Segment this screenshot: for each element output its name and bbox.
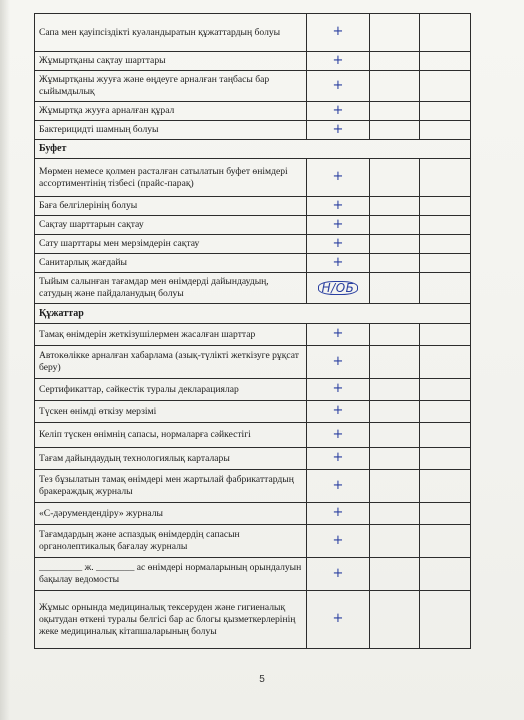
- empty-cell: [370, 470, 420, 503]
- empty-cell: [420, 346, 471, 379]
- table-row: [35, 591, 471, 649]
- mark-cell: [307, 159, 370, 197]
- table-row: [35, 71, 471, 102]
- empty-cell: [420, 71, 471, 102]
- table-row: [35, 254, 471, 273]
- empty-cell: [370, 14, 420, 52]
- mark-cell: [307, 273, 370, 304]
- mark-cell: [307, 102, 370, 121]
- table-row: [35, 558, 471, 591]
- table-row: [35, 401, 471, 423]
- handwritten-check-mark: +: [332, 235, 344, 251]
- empty-cell: [370, 423, 420, 448]
- table-row: [35, 503, 471, 525]
- requirement-text: Бактерицидті шамның болуы: [35, 121, 307, 140]
- empty-cell: [420, 591, 471, 649]
- requirement-text: Келіп түскен өнімнің сапасы, нормаларға сәйкестігі: [35, 423, 307, 448]
- requirement-text: Автокөлікке арналған хабарлама (азық-түлікті жеткізуге рұқсат беру): [35, 346, 307, 379]
- table-row: [35, 273, 471, 304]
- empty-cell: [370, 346, 420, 379]
- empty-cell: [420, 273, 471, 304]
- mark-cell: [307, 503, 370, 525]
- requirement-text: «С-дәрумендендіру» журналы: [35, 503, 307, 525]
- requirement-text: Баға белгілерінің болуы: [35, 197, 307, 216]
- mark-cell: [307, 525, 370, 558]
- table-row: [35, 235, 471, 254]
- handwritten-check-mark: +: [332, 477, 344, 493]
- table-row: [35, 525, 471, 558]
- empty-cell: [370, 401, 420, 423]
- empty-cell: [370, 254, 420, 273]
- empty-cell: [420, 448, 471, 470]
- table-row: [35, 121, 471, 140]
- empty-cell: [370, 503, 420, 525]
- section-title: Буфет: [35, 140, 471, 159]
- mark-cell: [307, 379, 370, 401]
- handwritten-check-mark: +: [332, 450, 344, 465]
- requirement-text: Сақтау шарттарын сақтау: [35, 216, 307, 235]
- empty-cell: [420, 324, 471, 346]
- requirement-text: Жұмыртқа жууға арналған құрал: [35, 102, 307, 121]
- table-row: [35, 216, 471, 235]
- mark-cell: [307, 197, 370, 216]
- mark-cell: [307, 71, 370, 102]
- handwritten-check-mark: +: [332, 403, 344, 418]
- empty-cell: [420, 423, 471, 448]
- empty-cell: [420, 503, 471, 525]
- section-row: [35, 304, 471, 324]
- empty-cell: [420, 401, 471, 423]
- mark-cell: [307, 401, 370, 423]
- requirement-text: Тыйым салынған тағамдар мен өнімдерді дайындаудың, сатудың және пайдаланудың болуы: [35, 273, 307, 304]
- requirement-text: Санитарлық жағдайы: [35, 254, 307, 273]
- requirement-text: Сату шарттары мен мерзімдерін сақтау: [35, 235, 307, 254]
- table-row: [35, 159, 471, 197]
- empty-cell: [420, 102, 471, 121]
- empty-cell: [420, 525, 471, 558]
- requirement-text: Жұмыртқаны сақтау шарттары: [35, 52, 307, 71]
- empty-cell: [420, 254, 471, 273]
- empty-cell: [370, 525, 420, 558]
- handwritten-check-mark: +: [332, 353, 344, 369]
- page-number: 5: [259, 674, 265, 685]
- table-row: [35, 197, 471, 216]
- empty-cell: [370, 102, 420, 121]
- mark-cell: [307, 423, 370, 448]
- section-title: Құжаттар: [35, 304, 471, 324]
- table-row: [35, 52, 471, 71]
- requirement-text: Жұмыртқаны жууға және өңдеуге арналған таңбасы бар сыйымдылық: [35, 71, 307, 102]
- empty-cell: [370, 197, 420, 216]
- handwritten-check-mark: +: [332, 611, 344, 626]
- requirement-text: Мөрмен немесе қолмен расталған сатылатын буфет өнімдері ассортиментінің тізбесі (прайс-парақ): [35, 159, 307, 197]
- scan-shadow: [0, 0, 10, 720]
- empty-cell: [420, 159, 471, 197]
- table-row: [35, 470, 471, 503]
- mark-cell: [307, 324, 370, 346]
- section-row: [35, 140, 471, 159]
- handwritten-check-mark: +: [332, 565, 344, 581]
- checklist-table: [34, 13, 471, 649]
- handwritten-check-mark: +: [332, 52, 344, 68]
- empty-cell: [370, 121, 420, 140]
- mark-cell: [307, 121, 370, 140]
- empty-cell: [370, 379, 420, 401]
- empty-cell: [420, 52, 471, 71]
- requirement-text: _________ ж. ________ ас өнімдері нормаларының орындалуын бақылау ведомосты: [35, 558, 307, 591]
- handwritten-check-mark: +: [332, 505, 344, 520]
- empty-cell: [420, 379, 471, 401]
- empty-cell: [420, 197, 471, 216]
- empty-cell: [370, 448, 420, 470]
- requirement-text: Тамақ өнімдерін жеткізушілермен жасалған шарттар: [35, 324, 307, 346]
- handwritten-check-mark: +: [332, 381, 344, 396]
- empty-cell: [420, 235, 471, 254]
- table-row: [35, 14, 471, 52]
- empty-cell: [420, 121, 471, 140]
- handwritten-check-mark: +: [332, 169, 344, 184]
- mark-cell: [307, 470, 370, 503]
- handwritten-check-mark: +: [332, 102, 344, 118]
- requirement-text: Сапа мен қауіпсіздікті куәландыратын құжаттардың болуы: [35, 14, 307, 52]
- handwritten-check-mark: +: [332, 254, 344, 270]
- table-row: [35, 324, 471, 346]
- checklist-body: [35, 14, 471, 649]
- table-row: [35, 346, 471, 379]
- empty-cell: [370, 324, 420, 346]
- handwritten-check-mark: +: [332, 532, 344, 548]
- table-row: [35, 379, 471, 401]
- mark-cell: [307, 254, 370, 273]
- mark-cell: [307, 448, 370, 470]
- mark-cell: [307, 591, 370, 649]
- handwritten-check-mark: +: [332, 216, 344, 232]
- requirement-text: Тағамдардың және аспаздық өнімдердің сапасын органолептикалық бағалау журналы: [35, 525, 307, 558]
- requirement-text: Тез бұзылатын тамақ өнімдері мен жартылай фабрикаттардың бракераждық журналы: [35, 470, 307, 503]
- empty-cell: [370, 159, 420, 197]
- requirement-text: Жұмыс орнында медициналық тексеруден және гигиеналық оқытудан өткені туралы белгісі бар ас блогы қызметкерлерінің жеке медициналық кітапшаларының болуы: [35, 591, 307, 649]
- empty-cell: [370, 591, 420, 649]
- table-row: [35, 423, 471, 448]
- handwritten-check-mark: +: [332, 197, 344, 213]
- handwritten-check-mark: +: [332, 326, 344, 341]
- empty-cell: [370, 235, 420, 254]
- empty-cell: [420, 558, 471, 591]
- handwritten-check-mark: +: [332, 121, 344, 137]
- empty-cell: [420, 14, 471, 52]
- table-row: [35, 102, 471, 121]
- requirement-text: Сертификаттар, сәйкестік туралы декларациялар: [35, 379, 307, 401]
- requirement-text: Түскен өнімді өткізу мерзімі: [35, 401, 307, 423]
- mark-cell: [307, 346, 370, 379]
- mark-cell: [307, 558, 370, 591]
- requirement-text: Тағам дайындаудың технологиялық карталары: [35, 448, 307, 470]
- empty-cell: [420, 216, 471, 235]
- empty-cell: [370, 558, 420, 591]
- handwritten-check-mark: +: [332, 24, 344, 39]
- empty-cell: [420, 470, 471, 503]
- empty-cell: [370, 52, 420, 71]
- mark-cell: [307, 216, 370, 235]
- mark-cell: [307, 52, 370, 71]
- table-row: [35, 448, 471, 470]
- empty-cell: [370, 216, 420, 235]
- handwritten-note: Н/ОБ: [318, 281, 359, 295]
- empty-cell: [370, 71, 420, 102]
- mark-cell: [307, 14, 370, 52]
- mark-cell: [307, 235, 370, 254]
- empty-cell: [370, 273, 420, 304]
- handwritten-check-mark: +: [332, 77, 344, 93]
- handwritten-check-mark: +: [332, 426, 344, 442]
